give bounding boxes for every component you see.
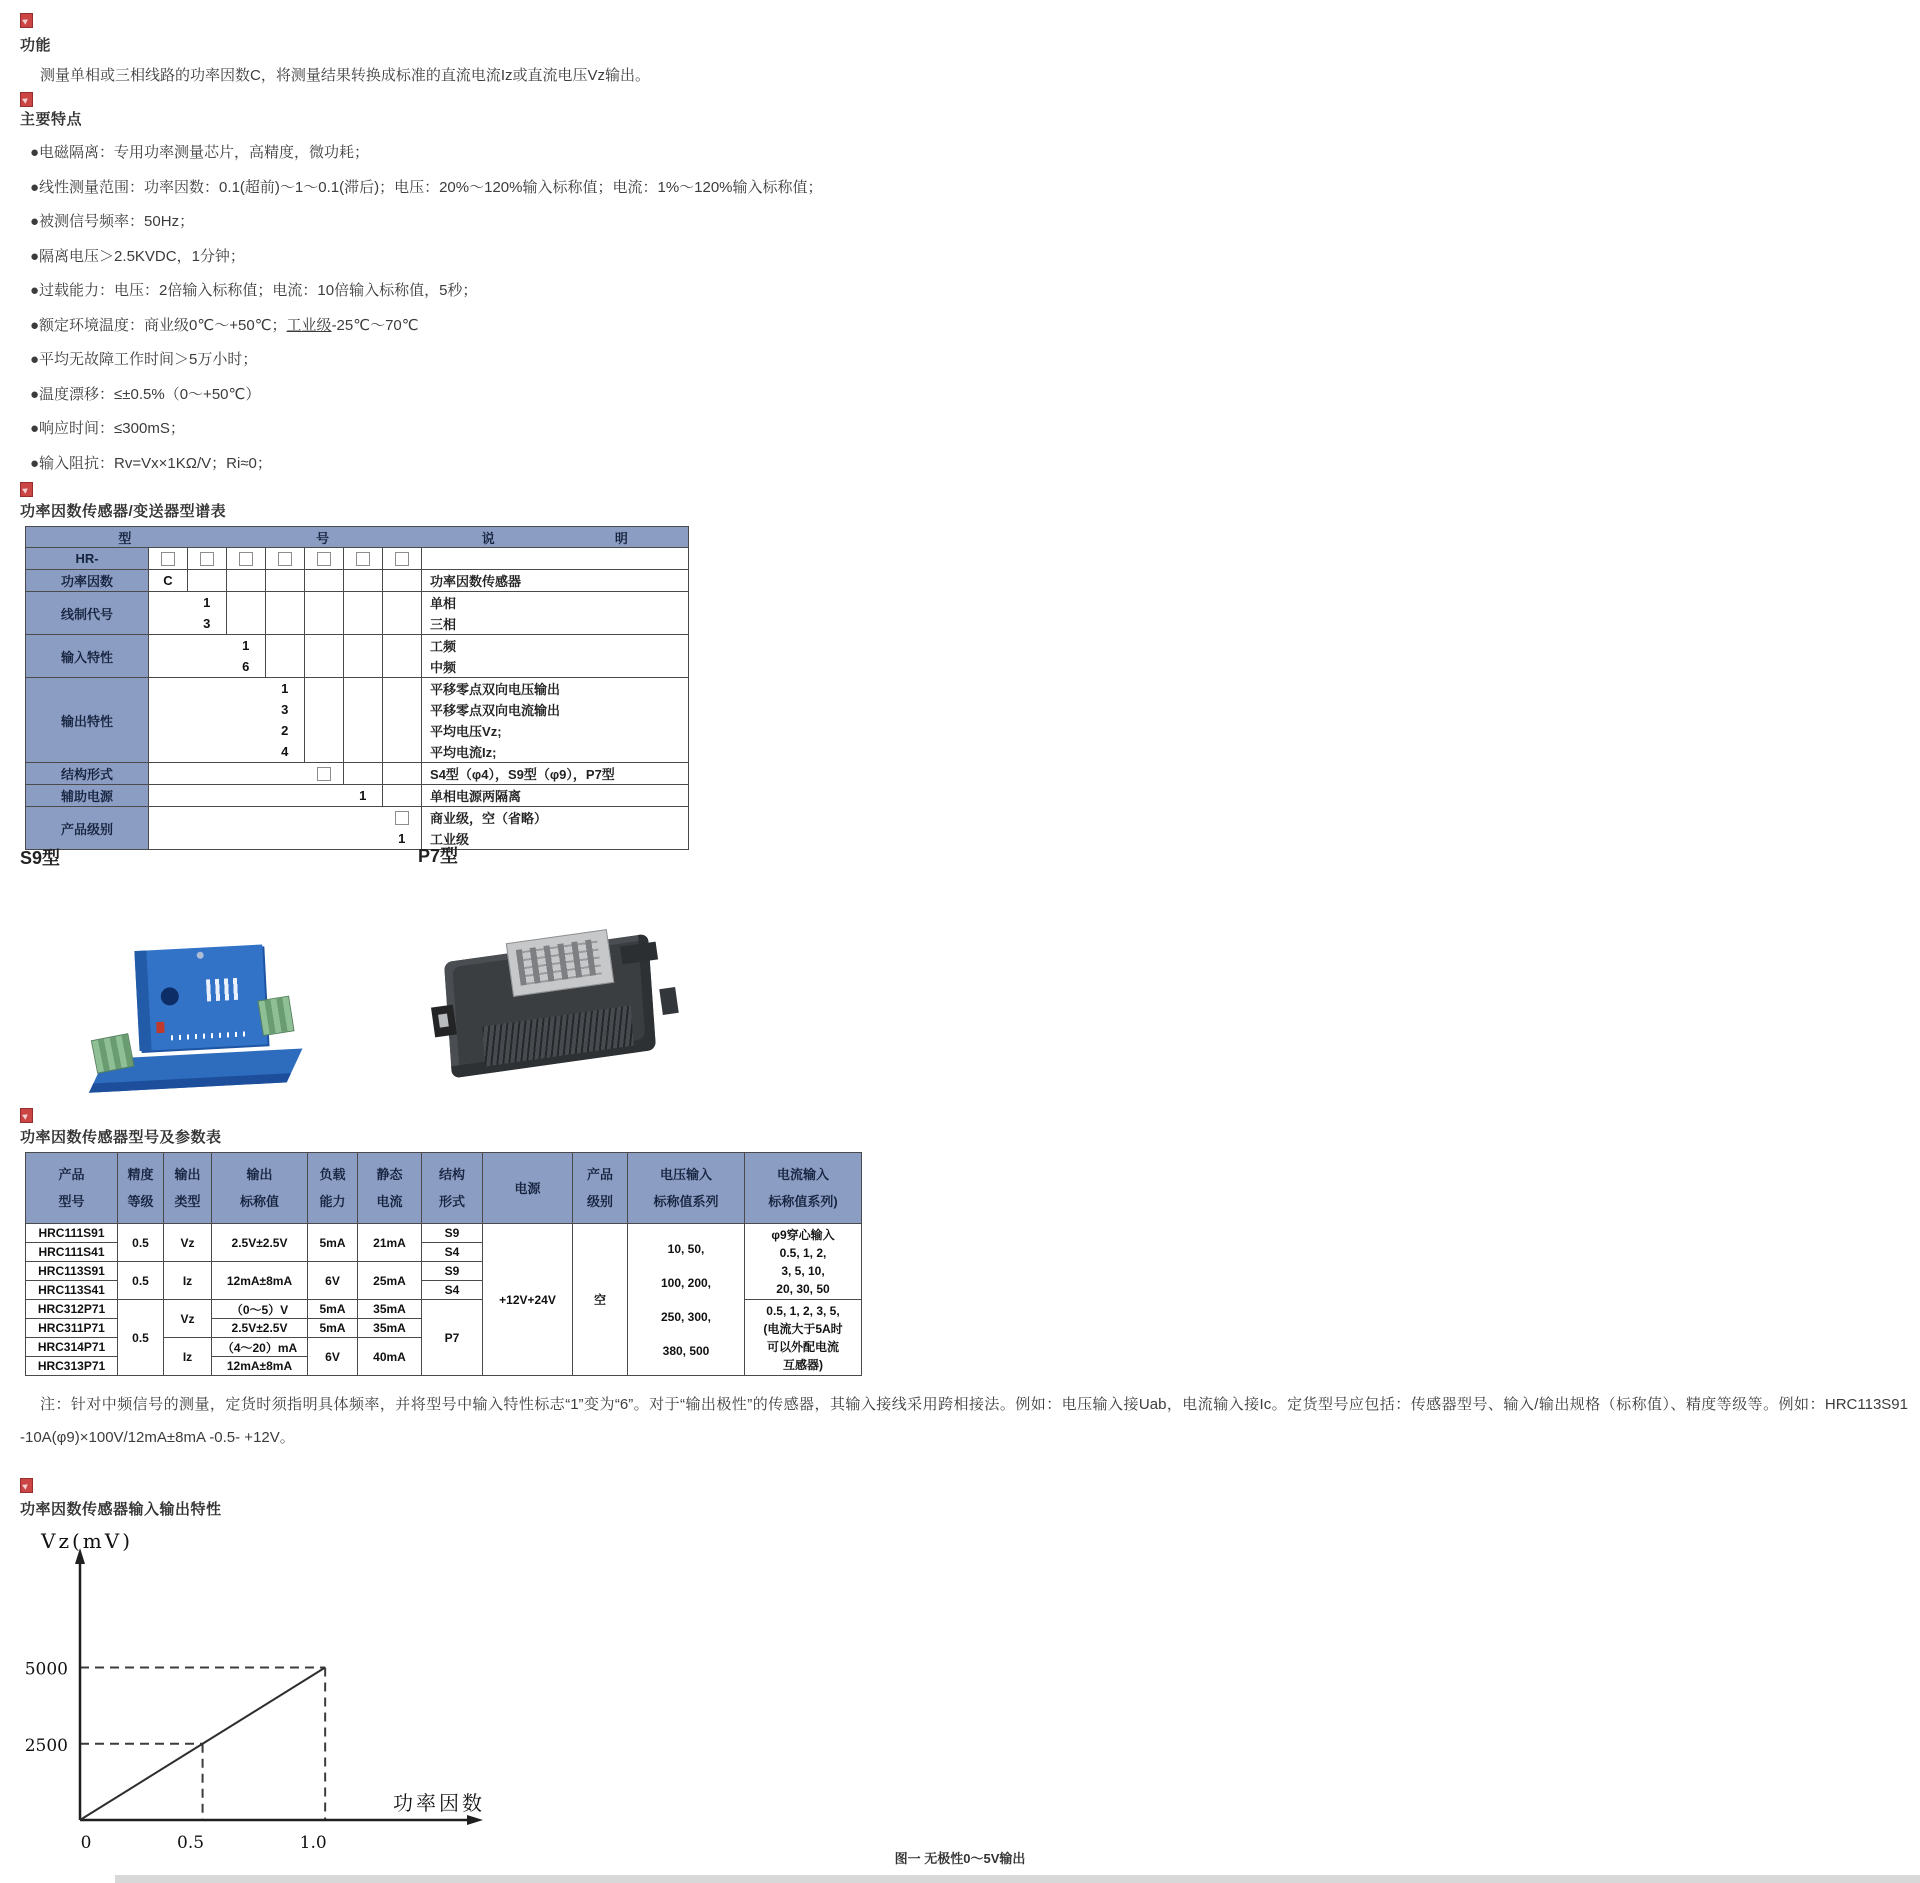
- table-row: [26, 548, 689, 570]
- code-cell: 1: [383, 828, 422, 850]
- code-cell: [344, 699, 383, 720]
- checkbox-icon: [356, 552, 370, 566]
- cell-model: HRC111S91: [26, 1224, 118, 1243]
- checkbox-icon: [278, 552, 292, 566]
- broken-image-icon: [20, 1478, 33, 1493]
- code-cell: [305, 635, 344, 657]
- code-cell: [305, 741, 344, 763]
- code-cell: 4: [266, 741, 305, 763]
- code-cell: [383, 720, 422, 741]
- desc-cell: 单相电源两隔离: [422, 785, 689, 807]
- cell-current-series-bottom: 0.5, 1, 2, 3, 5, (电流大于5A时 可以外配电流 互感器): [745, 1300, 862, 1376]
- screw-icon: [197, 952, 204, 959]
- through-hole: [160, 987, 179, 1006]
- empty-cell: [149, 635, 227, 657]
- connector-port: [431, 1005, 457, 1038]
- empty-cell: [149, 699, 266, 720]
- cell-load: 6V: [308, 1338, 358, 1376]
- empty-cell: [149, 592, 188, 614]
- code-cell: [344, 741, 383, 763]
- code-cell: [266, 570, 305, 592]
- row-label: 产品级别: [26, 807, 149, 850]
- header-label: 号: [316, 530, 330, 546]
- cell-model: HRC312P71: [26, 1300, 118, 1319]
- svg-text:0: 0: [80, 1833, 92, 1852]
- code-cell: [383, 678, 422, 700]
- empty-cell: [149, 656, 227, 678]
- row-label: 线制代号: [26, 592, 149, 635]
- code-cell: [227, 548, 266, 570]
- cell-form: P7: [422, 1300, 483, 1376]
- table-row: [26, 678, 689, 700]
- feature-item: ●电磁隔离：专用功率测量芯片，高精度，微功耗；: [30, 144, 370, 161]
- svg-text:2500: 2500: [24, 1735, 68, 1756]
- cell-load: 5mA: [308, 1300, 358, 1319]
- s9-type-label: S9型: [20, 848, 61, 868]
- table-row: [26, 763, 689, 785]
- table-row: [26, 785, 689, 807]
- col-header-grade: 产品 级别: [573, 1153, 628, 1224]
- table-row: [26, 1224, 862, 1243]
- empty-cell: [149, 763, 305, 785]
- label-print: [516, 939, 602, 986]
- cell-grade: 空: [573, 1224, 628, 1376]
- desc-cell: 中频: [430, 660, 457, 675]
- cell-accuracy: 0.5: [118, 1300, 164, 1376]
- code-cell: [383, 635, 422, 657]
- cell-load: 6V: [308, 1262, 358, 1300]
- feature-item: ●平均无故障工作时间＞5万小时；: [30, 351, 258, 368]
- broken-image-icon: [20, 13, 33, 28]
- p7-product-image: [425, 928, 680, 1088]
- col-header-output-type: 输出 类型: [164, 1153, 212, 1224]
- model-spectrum-table: [25, 526, 689, 850]
- figure-caption: 图一 无极性0～5V输出: [894, 1851, 1026, 1866]
- col-header-output-nominal: 输出 标称值: [212, 1153, 308, 1224]
- section-title-spectrum: 功率因数传感器/变送器型谱表: [20, 503, 227, 520]
- feature-item-text: -25℃～70℃: [331, 316, 419, 334]
- code-cell: [344, 656, 383, 678]
- code-cell: [344, 678, 383, 700]
- code-cell: [227, 570, 266, 592]
- code-cell: [383, 785, 422, 807]
- checkbox-icon: [395, 811, 409, 825]
- feature-item-underlined: 工业级: [286, 316, 332, 334]
- code-cell: [383, 763, 422, 785]
- code-cell: [305, 592, 344, 614]
- empty-cell: [149, 678, 266, 700]
- svg-text:1.0: 1.0: [299, 1833, 327, 1852]
- terminal-block: [257, 996, 294, 1037]
- desc-cell: 工频: [422, 635, 689, 657]
- s9-product-image: [88, 941, 305, 1097]
- col-header-voltage-input: 电压输入 标称值系列: [628, 1153, 745, 1224]
- col-header-quiescent: 静态 电流: [358, 1153, 422, 1224]
- svg-text:功率因数: 功率因数: [393, 1791, 485, 1815]
- desc-cell: S4型（φ4），S9型（φ9），P7型: [422, 763, 689, 785]
- cell-model: HRC113S41: [26, 1281, 118, 1300]
- feature-item: [30, 309, 1630, 344]
- function-description: 测量单相或三相线路的功率因数C，将测量结果转换成标准的直流电流Iz或直流电压Vz输出。: [40, 67, 651, 84]
- code-cell: [305, 678, 344, 700]
- broken-image-icon: [20, 92, 33, 107]
- row-label: HR-: [26, 548, 149, 570]
- desc-cell: 工业级: [430, 832, 470, 847]
- page-divider: [115, 1875, 1920, 1883]
- cell-form: S4: [422, 1243, 483, 1262]
- code-cell: 1: [188, 592, 227, 614]
- row-label: 结构形式: [26, 763, 149, 785]
- code-cell: 1: [227, 635, 266, 657]
- broken-image-icon: [20, 1108, 33, 1123]
- checkbox-icon: [200, 552, 214, 566]
- code-cell: 1: [344, 785, 383, 807]
- table-row: [26, 570, 689, 592]
- desc-cell: 平均电流Iz;: [430, 745, 497, 760]
- cell-quiescent: 35mA: [358, 1300, 422, 1319]
- desc-cell: 功率因数传感器: [422, 570, 689, 592]
- header-label: 说: [481, 530, 495, 546]
- code-cell: [344, 720, 383, 741]
- code-cell: 1: [266, 678, 305, 700]
- cell-accuracy: 0.5: [118, 1224, 164, 1262]
- mounting-tab: [620, 942, 658, 965]
- code-cell: [305, 763, 344, 785]
- code-cell: [227, 592, 266, 614]
- desc-cell: 单相: [422, 592, 689, 614]
- feature-item: ●被测信号频率：50Hz；: [30, 213, 195, 230]
- spectrum-header-model: [26, 527, 422, 548]
- parameter-table: [25, 1152, 862, 1376]
- feature-item: ●隔离电压＞2.5KVDC，1分钟；: [30, 247, 245, 265]
- col-header-current-input: 电流输入 标称值系列): [745, 1153, 862, 1224]
- cell-quiescent: 25mA: [358, 1262, 422, 1300]
- code-cell: [383, 548, 422, 570]
- desc-cell: 商业级，空（省略）: [422, 807, 689, 829]
- code-cell: [305, 613, 344, 635]
- code-cell: [383, 741, 422, 763]
- code-cell: [344, 613, 383, 635]
- row-label: 辅助电源: [26, 785, 149, 807]
- cell-output-type: Iz: [164, 1338, 212, 1376]
- code-cell: [383, 807, 422, 829]
- code-cell: 2: [266, 720, 305, 741]
- code-cell: [344, 592, 383, 614]
- cell-output-nominal: 2.5V±2.5V: [212, 1224, 308, 1262]
- mounting-tab: [659, 987, 678, 1015]
- terminal-block: [91, 1033, 135, 1074]
- cell-load: 5mA: [308, 1319, 358, 1338]
- feature-item: ●线性测量范围：功率因数：0.1(超前)～1～0.1(滞后)；电压：20%～120%输入标称值；电流：1%～120%输入标称值；: [30, 178, 823, 196]
- order-note: 注：针对中频信号的测量，定货时须指明具体频率，并将型号中输入特性标志“1”变为“6”。对于“输出极性”的传感器，其输入接线采用跨相接法。例如：电压输入接Uab，电流输入接Ic。定货型号应包括：传感器型号、输入/输出规格（标称值）、精度等级等。例如：HRC113S91 -10A(φ9)×100V/12mA±8mA -0.5- +12V。: [20, 1396, 1908, 1446]
- header-label: 明: [614, 530, 628, 546]
- cell-quiescent: 35mA: [358, 1319, 422, 1338]
- feature-item-text: ●额定环境温度：商业级0℃～+50℃；: [30, 316, 287, 334]
- cell-model: HRC113S91: [26, 1262, 118, 1281]
- empty-cell: [149, 720, 266, 741]
- cell-form: S9: [422, 1262, 483, 1281]
- cell-quiescent: 40mA: [358, 1338, 422, 1376]
- cell-model: HRC313P71: [26, 1357, 118, 1376]
- row-label: 功率因数: [26, 570, 149, 592]
- code-cell: [383, 570, 422, 592]
- io-characteristic-chart: [15, 1520, 515, 1852]
- code-cell: [305, 656, 344, 678]
- code-cell: [266, 548, 305, 570]
- svg-text:0.5: 0.5: [177, 1833, 205, 1852]
- code-cell: [344, 570, 383, 592]
- svg-text:Vz(mV): Vz(mV): [41, 1529, 133, 1553]
- cell-output-nominal: 2.5V±2.5V: [212, 1319, 308, 1338]
- code-cell: [227, 613, 266, 635]
- col-header-load: 负载 能力: [308, 1153, 358, 1224]
- code-cell: 3: [188, 613, 227, 635]
- p7-type-label: P7型: [418, 846, 459, 866]
- header-label: 型: [118, 530, 132, 546]
- desc-cell: 平均电压Vz;: [430, 724, 502, 739]
- code-cell: [383, 699, 422, 720]
- cell-output-nominal: （4～20）mA: [212, 1338, 308, 1357]
- code-cell: C: [149, 570, 188, 592]
- code-cell: 6: [227, 656, 266, 678]
- table-header-row: [26, 1153, 862, 1224]
- checkbox-icon: [161, 552, 175, 566]
- code-cell: [266, 613, 305, 635]
- cell-model: HRC314P71: [26, 1338, 118, 1357]
- spectrum-header-desc: [422, 527, 689, 548]
- section-title-io: 功率因数传感器输入输出特性: [20, 1501, 222, 1518]
- desc-cell: 三相: [430, 617, 457, 632]
- section-title-function: 功能: [20, 37, 52, 54]
- cell-output-type: Vz: [164, 1300, 212, 1338]
- cell-output-nominal: （0～5）V: [212, 1300, 308, 1319]
- code-cell: [188, 548, 227, 570]
- cell-output-nominal: 12mA±8mA: [212, 1357, 308, 1376]
- cell-output-nominal: 12mA±8mA: [212, 1262, 308, 1300]
- code-cell: [305, 699, 344, 720]
- code-cell: [305, 570, 344, 592]
- cell-accuracy: 0.5: [118, 1262, 164, 1300]
- table-row: [26, 635, 689, 657]
- cell-model: HRC111S41: [26, 1243, 118, 1262]
- empty-cell: [149, 741, 266, 763]
- empty-cell: [149, 785, 344, 807]
- col-header-accuracy: 精度 等级: [118, 1153, 164, 1224]
- cell-form: S4: [422, 1281, 483, 1300]
- cell-load: 5mA: [308, 1224, 358, 1262]
- code-cell: [149, 548, 188, 570]
- cell-quiescent: 21mA: [358, 1224, 422, 1262]
- checkbox-icon: [395, 552, 409, 566]
- svg-text:5000: 5000: [24, 1659, 68, 1680]
- code-cell: [383, 613, 422, 635]
- empty-cell: [149, 807, 383, 829]
- feature-item: ●输入阻抗：Rv=Vx×1KΩ/V；Ri≈0；: [30, 454, 272, 472]
- features-list: [30, 136, 1630, 481]
- desc-cell: 平移零点双向电压输出: [422, 678, 689, 700]
- cell-voltage-series: 10, 50, 100, 200, 250, 300, 380, 500: [628, 1224, 745, 1376]
- cell-form: S9: [422, 1224, 483, 1243]
- table-row: [26, 527, 689, 548]
- table-row: [26, 592, 689, 614]
- row-label: 输入特性: [26, 635, 149, 678]
- empty-cell: [149, 613, 188, 635]
- col-header-power: 电源: [483, 1153, 573, 1224]
- code-cell: 3: [266, 699, 305, 720]
- code-cell: [383, 656, 422, 678]
- row-label: 输出特性: [26, 678, 149, 763]
- code-cell: [266, 635, 305, 657]
- code-cell: [188, 570, 227, 592]
- section-title-features: 主要特点: [20, 111, 83, 128]
- feature-item: ●过载能力：电压：2倍输入标称值；电流：10倍输入标称值，5秒；: [30, 282, 478, 299]
- broken-image-icon: [20, 482, 33, 497]
- cell-current-series-top: φ9穿心输入 0.5, 1, 2, 3, 5, 10, 20, 30, 50: [745, 1224, 862, 1300]
- cell-output-type: Iz: [164, 1262, 212, 1300]
- checkbox-icon: [317, 552, 331, 566]
- sensor-body: [134, 944, 267, 1051]
- table-row: [26, 807, 689, 829]
- code-cell: [383, 592, 422, 614]
- desc-cell: 平移零点双向电流输出: [430, 703, 561, 718]
- col-header-form: 结构 形式: [422, 1153, 483, 1224]
- checkbox-icon: [239, 552, 253, 566]
- cell-model: HRC311P71: [26, 1319, 118, 1338]
- col-header-model: 产品 型号: [26, 1153, 118, 1224]
- cell-output-type: Vz: [164, 1224, 212, 1262]
- code-cell: [344, 763, 383, 785]
- faceplate-marking: [171, 1031, 249, 1040]
- code-cell: [266, 656, 305, 678]
- code-cell: [344, 548, 383, 570]
- feature-item: ●温度漂移：≤±0.5%（0～+50℃）: [30, 385, 261, 403]
- faceplate-marking: [206, 978, 241, 1002]
- code-cell: [266, 592, 305, 614]
- desc-cell: [422, 548, 689, 570]
- code-cell: [305, 720, 344, 741]
- brand-mark: [156, 1022, 165, 1033]
- checkbox-icon: [317, 767, 331, 781]
- code-cell: [305, 548, 344, 570]
- empty-cell: [149, 828, 383, 850]
- code-cell: [344, 635, 383, 657]
- feature-item: ●响应时间：≤300mS；: [30, 420, 185, 437]
- cell-power: +12V+24V: [483, 1224, 573, 1376]
- section-title-params: 功率因数传感器型号及参数表: [20, 1129, 222, 1146]
